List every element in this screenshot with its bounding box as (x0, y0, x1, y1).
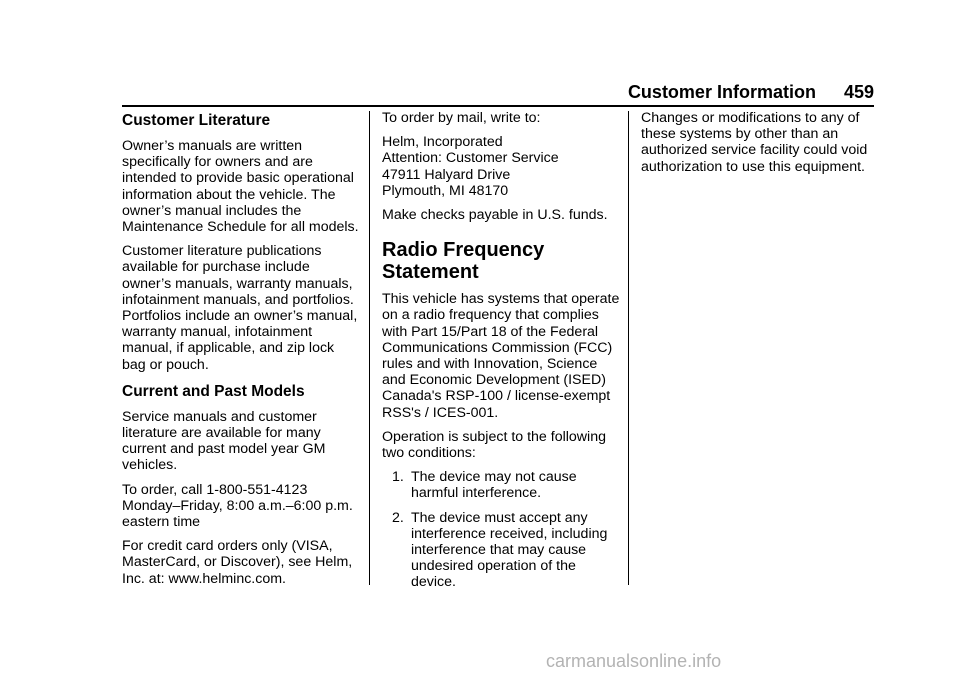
paragraph-modifications: Changes or modifications to any of these systems by other than an authorized service facility could void authorization to use this equipment. (641, 110, 868, 175)
list-item-number: 2. (392, 509, 404, 526)
address-line: 47911 Halyard Drive (382, 166, 511, 183)
list-item (382, 510, 622, 591)
heading-customer-literature: Customer Literature (122, 112, 271, 129)
order-phone-line: To order, call 1-800-551-4123 (122, 481, 308, 498)
paragraph-order-phone (122, 482, 360, 531)
page-number: 459 (843, 82, 874, 102)
paragraph-credit-card: For credit card orders only (VISA, MasterCard, or Discover), see Helm, Inc. at: www.helminc.com. (122, 538, 353, 587)
paragraph-checks: Make checks payable in U.S. funds. (382, 207, 608, 224)
heading-radio-frequency-statement (382, 239, 622, 283)
watermark-text: carmanualsonline.info (546, 651, 722, 671)
header-rule (122, 105, 874, 107)
list-item-number: 1. (392, 469, 404, 486)
paragraph-mail-intro: To order by mail, write to: (382, 110, 541, 126)
column-1 (122, 110, 360, 595)
address-line: Plymouth, MI 48170 (382, 182, 509, 199)
address-line: Helm, Incorporated (382, 134, 503, 151)
order-timezone-line: eastern time (122, 514, 201, 531)
column-3 (641, 110, 881, 183)
mailing-address (382, 134, 622, 199)
list-item-text: The device must accept any interference received, including interference that may cause undesired operation of the device. (411, 509, 608, 591)
column-divider-2 (628, 111, 629, 585)
paragraph-conditions-intro: Operation is subject to the following two conditions: (382, 428, 606, 462)
paragraph-literature-publications: Customer literature publications available for purchase include owner’s manuals, warranty manuals, infotainment manuals, and portfolios. Portfolios include an owner’s manual, warranty manual, infotainment manual, if applicable, and zip lock bag or pouch. (122, 243, 358, 373)
paragraph-service-manuals: Service manuals and customer literature are available for many current and past model year GM vehicles. (122, 408, 326, 474)
address-line: Attention: Customer Service (382, 150, 559, 167)
order-hours-line: Monday–Friday, 8:00 a.m.–6:00 p.m. (122, 497, 353, 514)
heading-current-past-models: Current and Past Models (122, 382, 305, 400)
column-divider-1 (369, 111, 370, 585)
list-item-text: The device may not cause harmful interference. (411, 469, 577, 502)
list-item (382, 469, 622, 501)
paragraph-owners-manuals: Owner’s manuals are written specifically for owners and are intended to provide basic operational information about the vehicle. The owner’s manual includes the Maintenance Schedule for all models. (122, 138, 359, 236)
conditions-list (382, 469, 622, 590)
heading-line: Statement (382, 261, 479, 284)
page-header (628, 82, 874, 103)
section-title: Customer Information (627, 82, 816, 102)
column-2 (382, 110, 622, 599)
paragraph-radio-systems: This vehicle has systems that operate on a radio frequency that complies with Part 15/Part 18 of the Federal Communications Commission (FCC) rules and with Innovation, Science and Economic Development (ISED) Canada's RSP-100 / license-exempt RSS's / ICES-001. (382, 291, 620, 421)
heading-line: Radio Frequency (382, 239, 545, 262)
